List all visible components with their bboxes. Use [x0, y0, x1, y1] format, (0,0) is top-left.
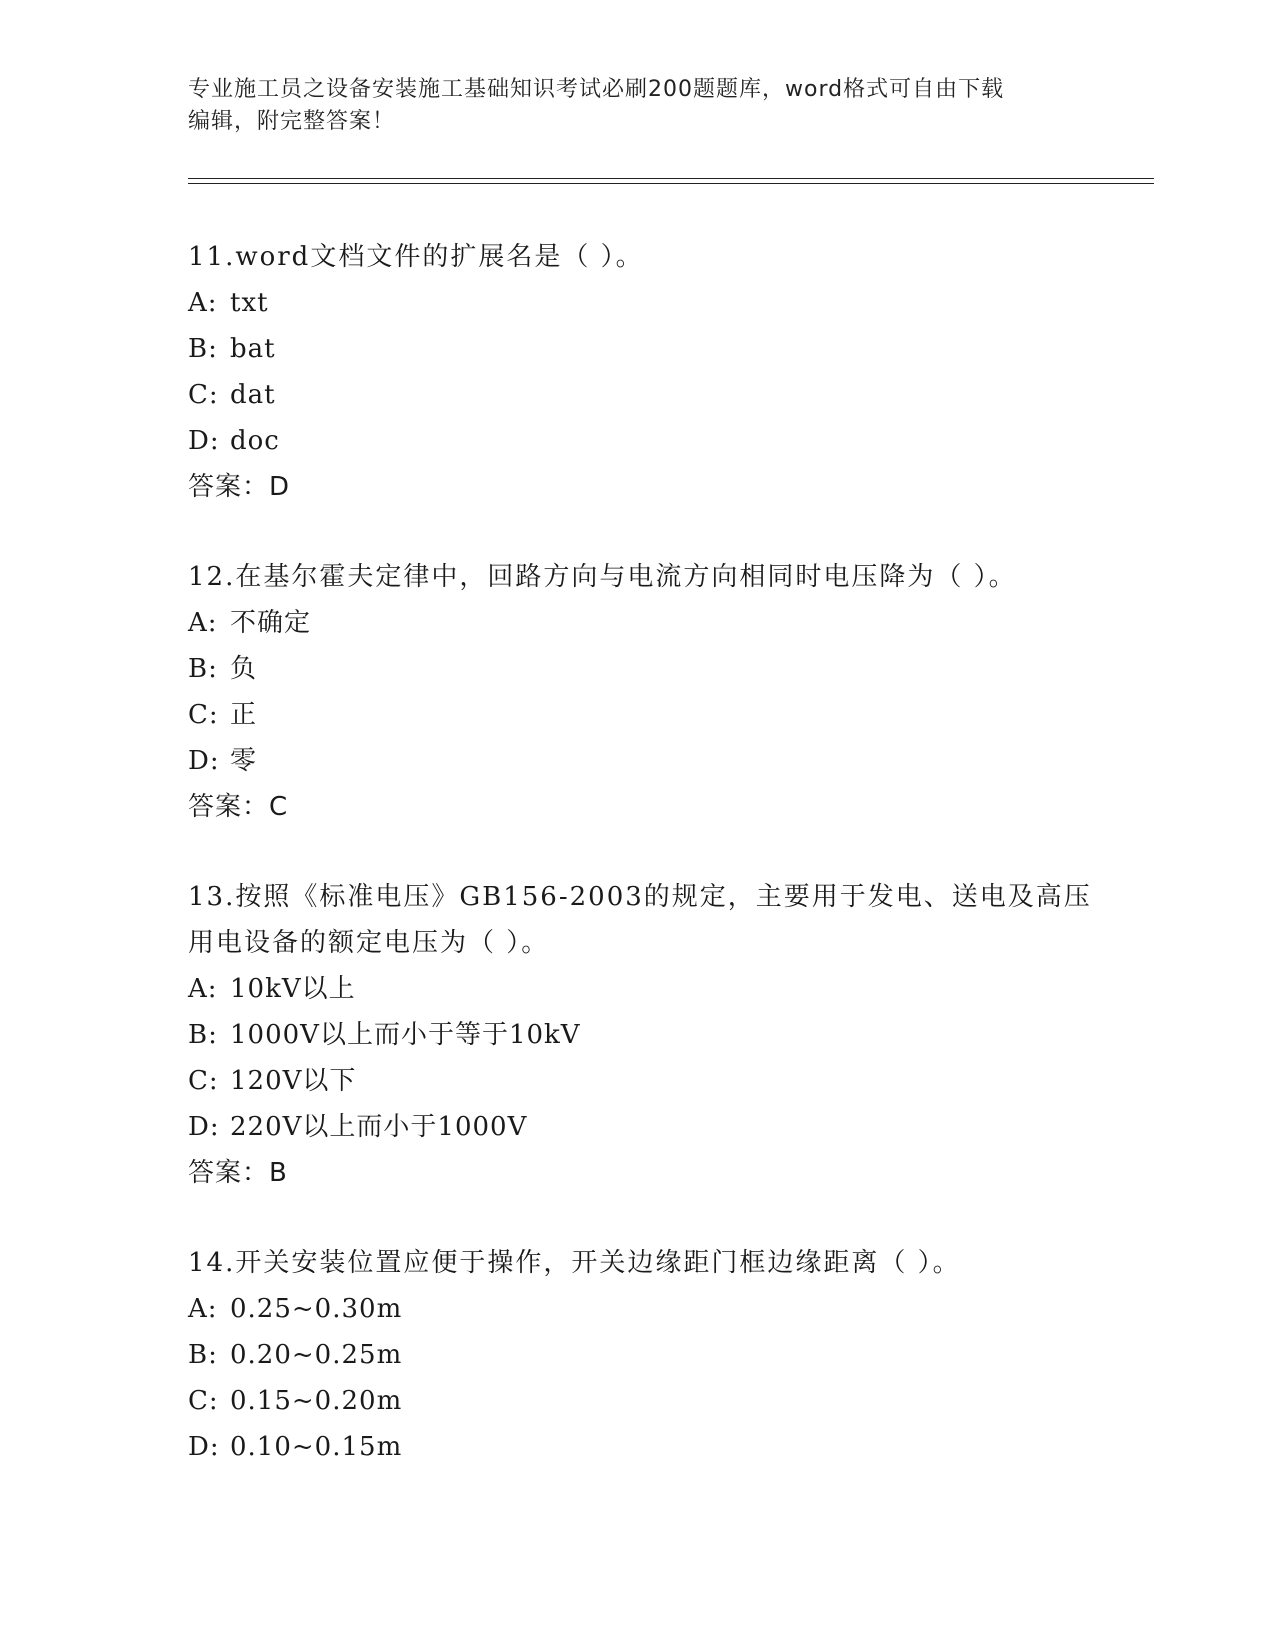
option-key: D: — [188, 746, 220, 776]
option-text: 0.15~0.20m — [230, 1386, 403, 1416]
document-header — [188, 74, 1078, 138]
option-text: 0.25~0.30m — [230, 1294, 403, 1324]
option-a — [188, 600, 1108, 646]
option-text: 220V以上而小于1000V — [230, 1112, 528, 1142]
header-divider-bottom — [188, 183, 1154, 184]
option-key: A: — [188, 608, 218, 638]
option-text: 不确定 — [230, 608, 312, 638]
answer-line: 答案：D — [188, 472, 291, 502]
option-text: 10kV以上 — [230, 974, 356, 1004]
question-11 — [188, 234, 1108, 510]
option-a — [188, 1286, 1108, 1332]
option-text: 0.20~0.25m — [230, 1340, 403, 1370]
option-key: A: — [188, 974, 218, 1004]
option-key: D: — [188, 1112, 220, 1142]
option-key: D: — [188, 426, 220, 456]
option-c — [188, 1378, 1108, 1424]
question-stem: 11.word文档文件的扩展名是（ ）。 — [188, 242, 644, 272]
option-text: doc — [230, 426, 280, 456]
option-key: D: — [188, 1432, 220, 1462]
question-stem-line-2: 用电设备的额定电压为（ ）。 — [188, 928, 550, 958]
option-d — [188, 1424, 1108, 1470]
question-12 — [188, 554, 1108, 830]
option-key: C: — [188, 380, 219, 410]
option-c — [188, 372, 1108, 418]
option-key: B: — [188, 1020, 218, 1050]
option-key: A: — [188, 1294, 218, 1324]
option-d — [188, 1104, 1108, 1150]
option-d — [188, 738, 1108, 784]
option-c — [188, 1058, 1108, 1104]
question-stem: 12.在基尔霍夫定律中，回路方向与电流方向相同时电压降为（ ）。 — [188, 562, 1017, 592]
option-b — [188, 1332, 1108, 1378]
option-text: 0.10~0.15m — [230, 1432, 403, 1462]
answer-line: 答案：B — [188, 1158, 288, 1188]
option-a — [188, 966, 1108, 1012]
option-b — [188, 326, 1108, 372]
option-text: 正 — [230, 700, 258, 730]
option-text: 120V以下 — [230, 1066, 357, 1096]
option-key: C: — [188, 1066, 219, 1096]
option-text: 负 — [230, 654, 258, 684]
option-c — [188, 692, 1108, 738]
option-key: C: — [188, 1386, 219, 1416]
option-text: 1000V以上而小于等于10kV — [230, 1020, 581, 1050]
option-text: 零 — [230, 746, 258, 776]
header-divider-top — [188, 178, 1154, 179]
question-stem: 14.开关安装位置应便于操作，开关边缘距门框边缘距离（ ）。 — [188, 1248, 961, 1278]
option-text: dat — [230, 380, 276, 410]
option-key: C: — [188, 700, 219, 730]
option-key: B: — [188, 1340, 218, 1370]
option-b — [188, 1012, 1108, 1058]
answer-line: 答案：C — [188, 792, 289, 822]
option-key: A: — [188, 288, 218, 318]
option-d — [188, 418, 1108, 464]
question-13 — [188, 874, 1108, 1196]
option-a — [188, 280, 1108, 326]
option-text: bat — [230, 334, 276, 364]
option-text: txt — [230, 288, 269, 318]
option-key: B: — [188, 334, 218, 364]
option-key: B: — [188, 654, 218, 684]
header-title-line-2: 编辑，附完整答案！ — [188, 109, 396, 134]
option-b — [188, 646, 1108, 692]
question-stem-line-1: 13.按照《标准电压》GB156-2003的规定，主要用于发电、送电及高压 — [188, 882, 1092, 912]
question-14 — [188, 1240, 1108, 1470]
header-title-line-1: 专业施工员之设备安装施工基础知识考试必刷200题题库，word格式可自由下载 — [188, 77, 1005, 102]
